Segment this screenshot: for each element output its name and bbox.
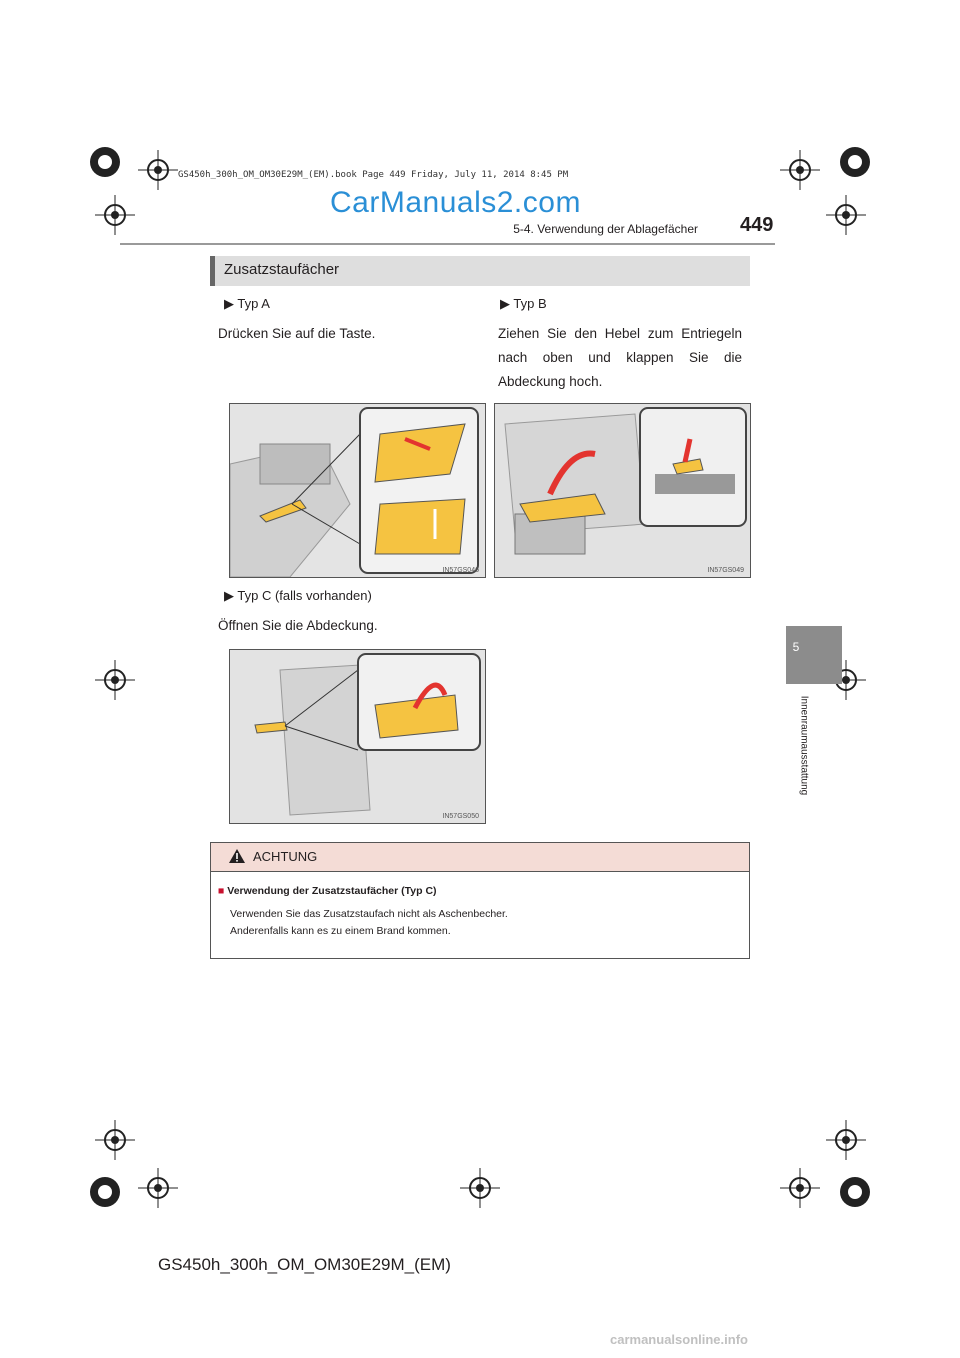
crosshair-icon (95, 660, 135, 700)
chapter-tab (786, 626, 842, 684)
crosshair-icon (460, 1168, 500, 1208)
type-c-label: Typ C (falls vorhanden) (237, 588, 372, 603)
chapter-label-text: Innenraumausstattung (798, 695, 810, 796)
crosshair-icon (138, 150, 178, 190)
warning-subtitle: Verwendung der Zusatzstaufächer (Typ C) (227, 885, 437, 897)
type-b-heading (500, 296, 547, 312)
triangle-bullet-icon: ▶ (500, 296, 510, 311)
triangle-bullet-icon: ▶ (224, 588, 234, 603)
figure-type-c (229, 649, 486, 824)
type-c-heading (224, 588, 372, 604)
red-square-bullet-icon: ■ (218, 885, 225, 897)
warning-line-1: Verwenden Sie das Zusatzstaufach nicht als Aschenbecher. (230, 908, 508, 920)
warning-subtitle-row (218, 885, 437, 897)
figure-type-c-illustration (230, 650, 485, 823)
crosshair-icon (95, 1120, 135, 1160)
figure-code-c: IN57GS050 (442, 813, 479, 820)
figure-type-a-illustration (230, 404, 485, 577)
chapter-label (789, 680, 810, 830)
crosshair-icon (826, 195, 866, 235)
figure-type-b-illustration (495, 404, 750, 577)
watermark-top: CarManuals2.com (330, 186, 581, 219)
footer-code: GS450h_300h_OM_OM30E29M_(EM) (158, 1255, 451, 1274)
crosshair-icon (780, 1168, 820, 1208)
figure-type-a (229, 403, 486, 578)
watermark-bottom: carmanualsonline.info (610, 1332, 748, 1347)
registration-mark-icon (85, 142, 125, 182)
figure-code-a: IN57GS046 (442, 567, 479, 574)
type-b-text: Ziehen Sie den Hebel zum Entriegeln nach oben und klappen Sie die Abdeckung hoch. (498, 326, 742, 389)
page-number: 449 (740, 214, 774, 236)
header-section-title: 5-4. Verwendung der Ablagefächer (513, 222, 698, 236)
type-a-text: Drücken Sie auf die Taste. (218, 326, 376, 341)
registration-mark-icon (835, 1172, 875, 1212)
registration-mark-icon (835, 142, 875, 182)
warning-triangle-icon (228, 848, 246, 864)
file-info: GS450h_300h_OM_OM30E29M_(EM).book Page 449 Friday, July 11, 2014 8:45 PM (178, 170, 569, 180)
figure-code-b: IN57GS049 (707, 567, 744, 574)
figure-type-b (494, 403, 751, 578)
type-a-label: Typ A (237, 296, 270, 311)
type-b-label: Typ B (513, 296, 547, 311)
type-a-heading (224, 296, 270, 312)
crosshair-icon (138, 1168, 178, 1208)
warning-line-2: Anderenfalls kann es zu einem Brand kommen. (230, 925, 451, 937)
warning-text (230, 906, 508, 940)
crosshair-icon (780, 150, 820, 190)
crosshair-icon (826, 1120, 866, 1160)
section-title: Zusatzstaufächer (224, 261, 340, 278)
header-rule (120, 243, 775, 245)
triangle-bullet-icon: ▶ (224, 296, 234, 311)
registration-mark-icon (85, 1172, 125, 1212)
chapter-number: 5 (792, 640, 800, 654)
type-c-text: Öffnen Sie die Abdeckung. (218, 618, 378, 633)
warning-title: ACHTUNG (253, 849, 318, 864)
crosshair-icon (95, 195, 135, 235)
